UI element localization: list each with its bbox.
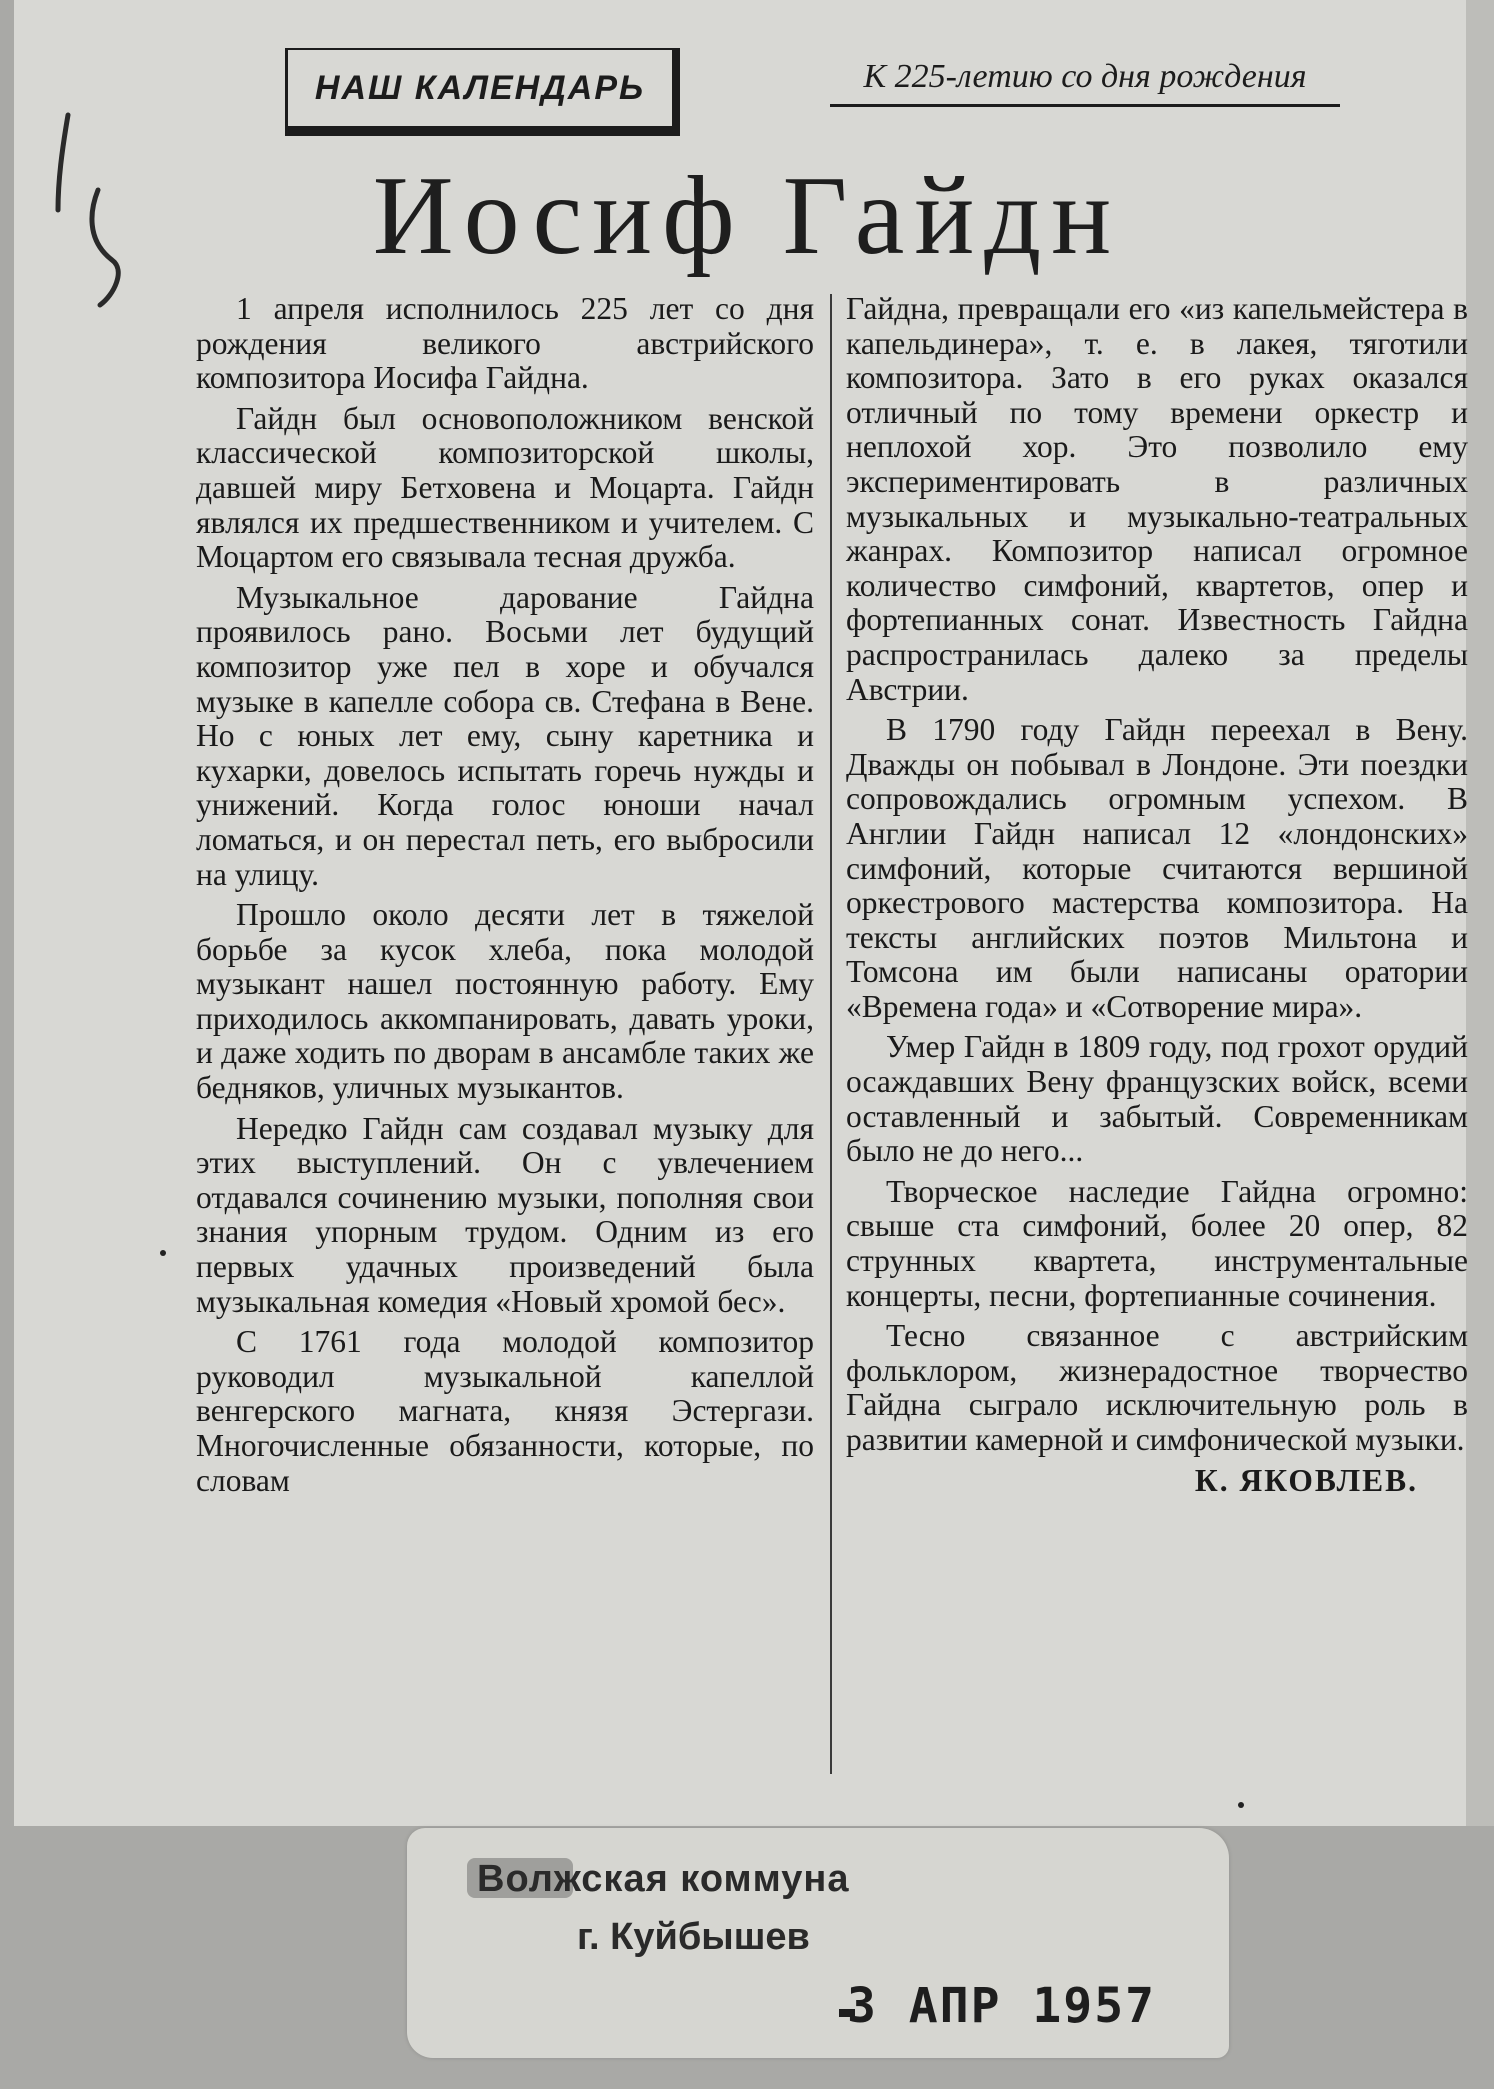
paragraph: Тесно связанное с австрийским фольклором, жизнерадостное творчество Гайдна сыграло исключительную роль в развитии камерной и симфонической музыки. bbox=[846, 1318, 1468, 1457]
paragraph: Музыкальное дарование Гайдна проявилось рано. Восьми лет будущий композитор уже пел в хоре и обучался музыке в капелле собора св. Стефана в Вене. Но с юных лет ему, сыну каретника и кухарки, довелось испытать горечь нужды и унижений. Когда голос юноши начал ломаться, и он перестал петь, его выбросили на улицу. bbox=[196, 579, 814, 892]
rubric-label: НАШ КАЛЕНДАРЬ bbox=[314, 68, 646, 107]
ink-speck bbox=[1238, 1802, 1244, 1808]
paragraph: Прошло около десяти лет в тяжелой борьбе за кусок хлеба, пока молодой музыкант нашел постоянную работу. Ему приходилось аккомпанировать, давать уроки, и даже ходить по дворам в ансамбле таких же бедняков, уличных музыкантов. bbox=[196, 897, 814, 1106]
paragraph: Умер Гайдн в 1809 году, под грохот орудий осаждавших Вену французских войск, всеми оставленный и забытый. Современникам было не до него... bbox=[846, 1029, 1468, 1169]
paragraph: Гайдн был основоположником венской классической композиторской школы, давшей миру Бетховена и Моцарта. Гайдн являлся их предшественником и учителем. С Моцартом его связывала тесная дружба. bbox=[196, 400, 814, 575]
ink-speck bbox=[160, 1250, 166, 1256]
date-stamp: 3 АПР 1957 bbox=[847, 1978, 1156, 2034]
city-stamp: г. Куйбышев bbox=[577, 1916, 810, 1958]
archive-label bbox=[407, 1828, 1229, 2058]
author-signature: К. ЯКОВЛЕВ. bbox=[1194, 1462, 1418, 1498]
article-column-left bbox=[196, 292, 814, 1504]
newspaper-name-stamp: Волжская коммуна bbox=[477, 1858, 850, 1900]
paragraph: Нередко Гайдн сам создавал музыку для этих выступлений. Он с увлечением отдавался сочинению музыки, пополняя свои знания упорным трудом. Одним из его первых удачных произведений была музыкальная комедия «Новый хромой бес». bbox=[196, 1110, 814, 1319]
paragraph: С 1761 года молодой композитор руководил музыкальной капеллой венгерского магната, князя Эстергази. Многочисленные обязанности, которые, по словам bbox=[196, 1324, 814, 1498]
paragraph: 1 апреля исполнилось 225 лет со дня рождения великого австрийского композитора Иосифа Гайдна. bbox=[196, 291, 814, 396]
column-divider bbox=[830, 294, 832, 1774]
rubric-box bbox=[285, 48, 680, 136]
anniversary-caption: К 225-летию со дня рождения bbox=[830, 58, 1340, 107]
paragraph: Творческое наследие Гайдна огромно: свыше ста симфоний, более 20 опер, 82 струнных квартета, инструментальные концерты, песни, фортепианные сочинения. bbox=[846, 1173, 1468, 1313]
paragraph: В 1790 году Гайдн переехал в Вену. Дважды он побывал в Лондоне. Эти поездки сопровождались огромным успехом. В Англии Гайдн написал 12 «лондонских» симфоний, которые считаются вершиной оркестрового мастерства композитора. На тексты английских поэтов Мильтона и Томсона им были написаны оратории «Времена года» и «Сотворение мира». bbox=[846, 712, 1468, 1024]
clipping-edge bbox=[1466, 0, 1494, 1826]
article-column-right bbox=[846, 292, 1468, 1498]
paragraph-continuation: Гайдна, превращали его «из капельмейстера в капельдинера», т. е. в лакея, тяготили композитора. Зато в его руках оказался отличный по тому времени оркестр и неплохой хор. Это позволило ему экспериментировать в различных музыкальных и музыкально-театральных жанрах. Композитор написал огромное количество симфоний, квартетов, опер и фортепианных сонат. Известность Гайдна распространилась далеко за пределы Австрии. bbox=[846, 291, 1468, 707]
article-title: Иосиф Гайдн bbox=[372, 154, 1122, 278]
